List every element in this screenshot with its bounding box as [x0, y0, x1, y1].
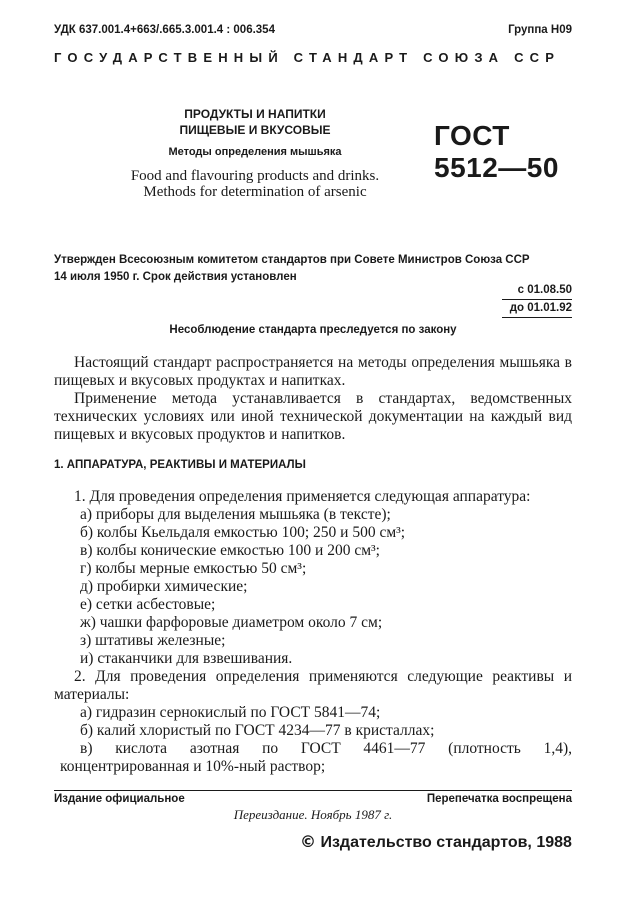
apparatus-item: и) стаканчики для взвешивания. [80, 650, 293, 667]
apparatus-item: г) колбы мерные емкостью 50 см³; [80, 560, 307, 577]
date-from: с 01.08.50 [517, 284, 572, 296]
gost-label: ГОСТ [434, 120, 510, 151]
publisher-name: Издательство стандартов, 1988 [320, 834, 572, 851]
approval-statement [54, 252, 574, 286]
title-ru [120, 106, 390, 138]
official-edition-label: Издание официальное [54, 793, 185, 805]
title-ru-line2: ПИЩЕВЫЕ И ВКУСОВЫЕ [179, 123, 331, 137]
reissue-note: Переиздание. Ноябрь 1987 г. [233, 807, 393, 822]
document-body [54, 354, 572, 776]
apparatus-item: б) колбы Кьельдаля емкостью 100; 250 и 500 см³; [80, 524, 406, 541]
copyright-icon: © [300, 832, 316, 851]
reprint-forbidden-label: Перепечатка воспрещена [426, 793, 572, 805]
title-en [120, 168, 390, 200]
title-ru-methods: Методы определения мышьяка [168, 146, 342, 158]
title-en-line2: Methods for determination of arsenic [143, 184, 367, 200]
section-heading: 1. АППАРАТУРА, РЕАКТИВЫ И МАТЕРИАЛЫ [54, 459, 306, 471]
apparatus-item: з) штативы железные; [80, 632, 226, 649]
title-en-line1: Food and flavouring products and drinks. [130, 168, 380, 184]
clause-1: 1. Для проведения определения применяется следующая аппаратура: [74, 488, 531, 505]
reagent-item: б) калий хлористый по ГОСТ 4234—77 в кристаллах; [80, 722, 435, 739]
gov-standard-heading: ГОСУДАРСТВЕННЫЙ СТАНДАРТ СОЮЗА ССР [54, 50, 561, 65]
title-block [120, 106, 390, 200]
compliance-notice: Несоблюдение стандарта преследуется по закону [169, 324, 457, 336]
udk-code: УДК 637.001.4+663/.665.3.001.4 : 006.354 [54, 24, 275, 36]
validity-dates [502, 282, 572, 318]
paragraph-application: Применение метода устанавливается в стандартах, ведомственных технических условиях или иной технической документации на каждый вид пищевых и вкусовых продуктов и напитков. [54, 390, 572, 443]
date-to: до 01.01.92 [502, 299, 572, 318]
approval-line2: 14 июля 1950 г. Срок действия установлен [54, 271, 297, 283]
title-ru-line1: ПРОДУКТЫ И НАПИТКИ [184, 107, 326, 121]
footer-divider [54, 790, 572, 791]
gost-number: 5512—50 [434, 152, 559, 183]
reagent-item: в) кислота азотная по ГОСТ 4461—77 (плотность 1,4), концентрированная и 10%-ный раствор; [60, 740, 572, 775]
gost-code [434, 120, 559, 184]
publisher-line [300, 832, 572, 852]
group-code: Группа Н09 [508, 24, 572, 36]
approval-line1: Утвержден Всесоюзным комитетом стандартов при Совете Министров Союза ССР [54, 254, 530, 266]
apparatus-item: в) колбы конические емкостью 100 и 200 см³; [80, 542, 380, 559]
apparatus-item: а) приборы для выделения мышьяка (в тексте); [80, 506, 391, 523]
clause-2: 2. Для проведения определения применяются следующие реактивы и материалы: [54, 668, 572, 703]
paragraph-scope: Настоящий стандарт распространяется на методы определения мышьяка в пищевых и вкусовых продуктах и напитках. [54, 354, 572, 389]
reagent-item: а) гидразин сернокислый по ГОСТ 5841—74; [80, 704, 381, 721]
apparatus-item: д) пробирки химические; [80, 578, 248, 595]
apparatus-item: ж) чашки фарфоровые диаметром около 7 см; [80, 614, 383, 631]
apparatus-item: е) сетки асбестовые; [80, 596, 216, 613]
